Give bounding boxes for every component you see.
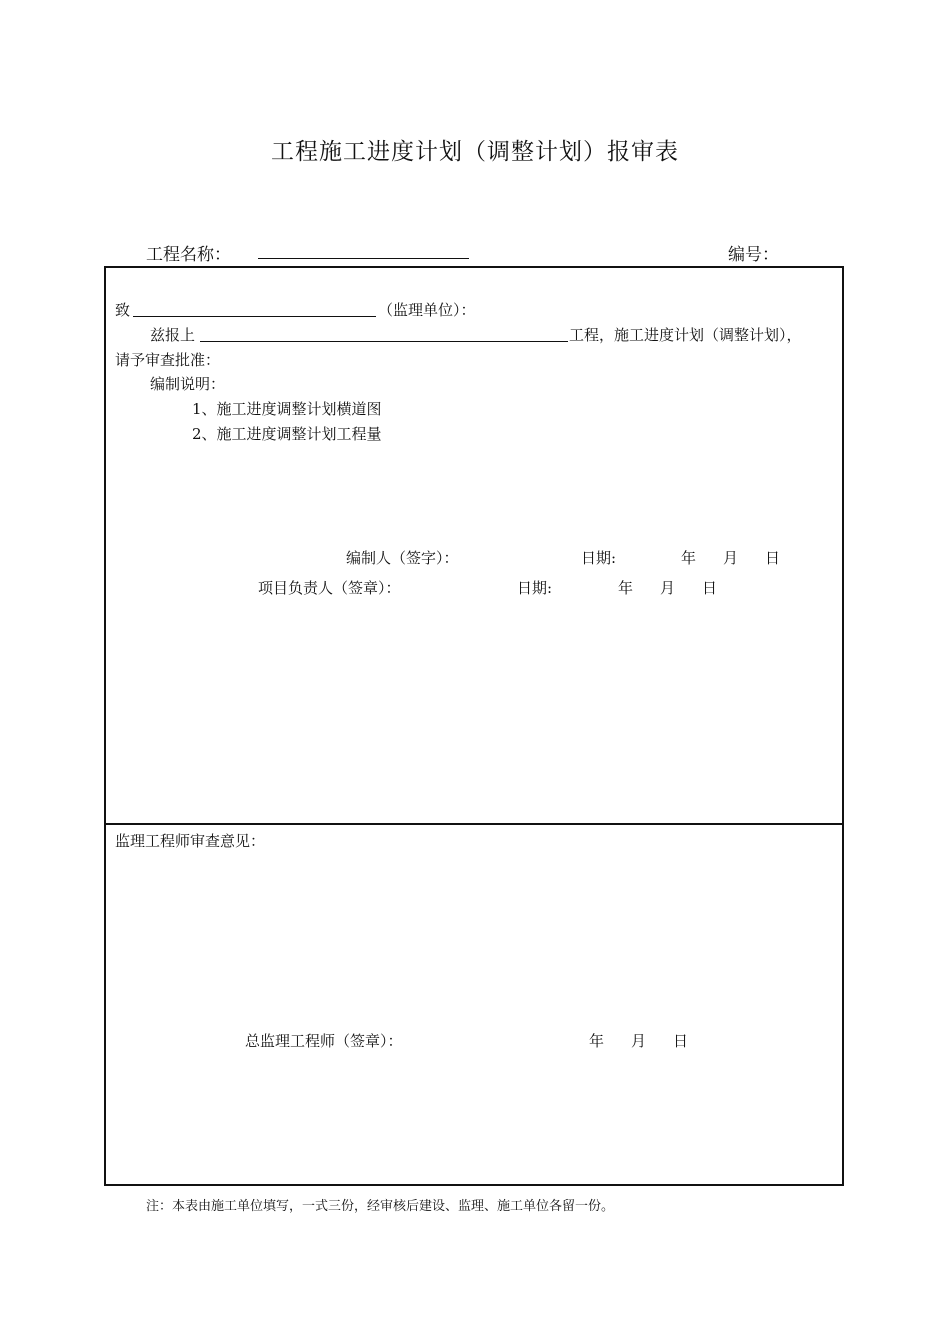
day-label: 日	[765, 549, 781, 567]
request-text: 请予审查批准：	[115, 351, 221, 369]
report-prefix: 兹报上	[150, 326, 196, 344]
section-divider	[106, 823, 842, 825]
day-label: 日	[702, 579, 718, 597]
report-suffix: 工程，施工进度计划（调整计划），	[569, 326, 802, 344]
page-title: 工程施工进度计划（调整计划）报审表	[271, 139, 679, 165]
year-label: 年	[681, 549, 697, 567]
supervision-unit-field[interactable]	[133, 316, 376, 317]
footer-note: 注：本表由施工单位填写，一式三份，经审核后建设、监理、施工单位各留一份。	[146, 1199, 615, 1214]
list-item: 2、施工进度调整计划工程量	[192, 425, 382, 443]
project-field[interactable]	[200, 341, 568, 342]
year-label: 年	[618, 579, 634, 597]
month-label: 月	[723, 549, 739, 567]
chief-engineer-label: 总监理工程师（签章）：	[245, 1032, 403, 1050]
number-label: 编号：	[728, 245, 779, 265]
month-label: 月	[631, 1032, 647, 1050]
list-item: 1、施工进度调整计划横道图	[192, 400, 382, 418]
date-label: 日期:	[517, 579, 553, 597]
project-name-field[interactable]	[258, 258, 469, 259]
report-form	[104, 266, 844, 1186]
day-label: 日	[673, 1032, 689, 1050]
project-name-label: 工程名称：	[146, 245, 231, 265]
to-prefix: 致	[115, 301, 131, 319]
month-label: 月	[660, 579, 676, 597]
date-label: 日期:	[581, 549, 617, 567]
manager-label: 项目负责人（签章）：	[258, 579, 401, 597]
year-label: 年	[589, 1032, 605, 1050]
to-suffix: （监理单位）：	[378, 301, 476, 319]
opinion-label: 监理工程师审查意见：	[115, 832, 266, 850]
compiler-label: 编制人（签字）：	[346, 549, 459, 567]
explanation-label: 编制说明：	[150, 375, 226, 393]
